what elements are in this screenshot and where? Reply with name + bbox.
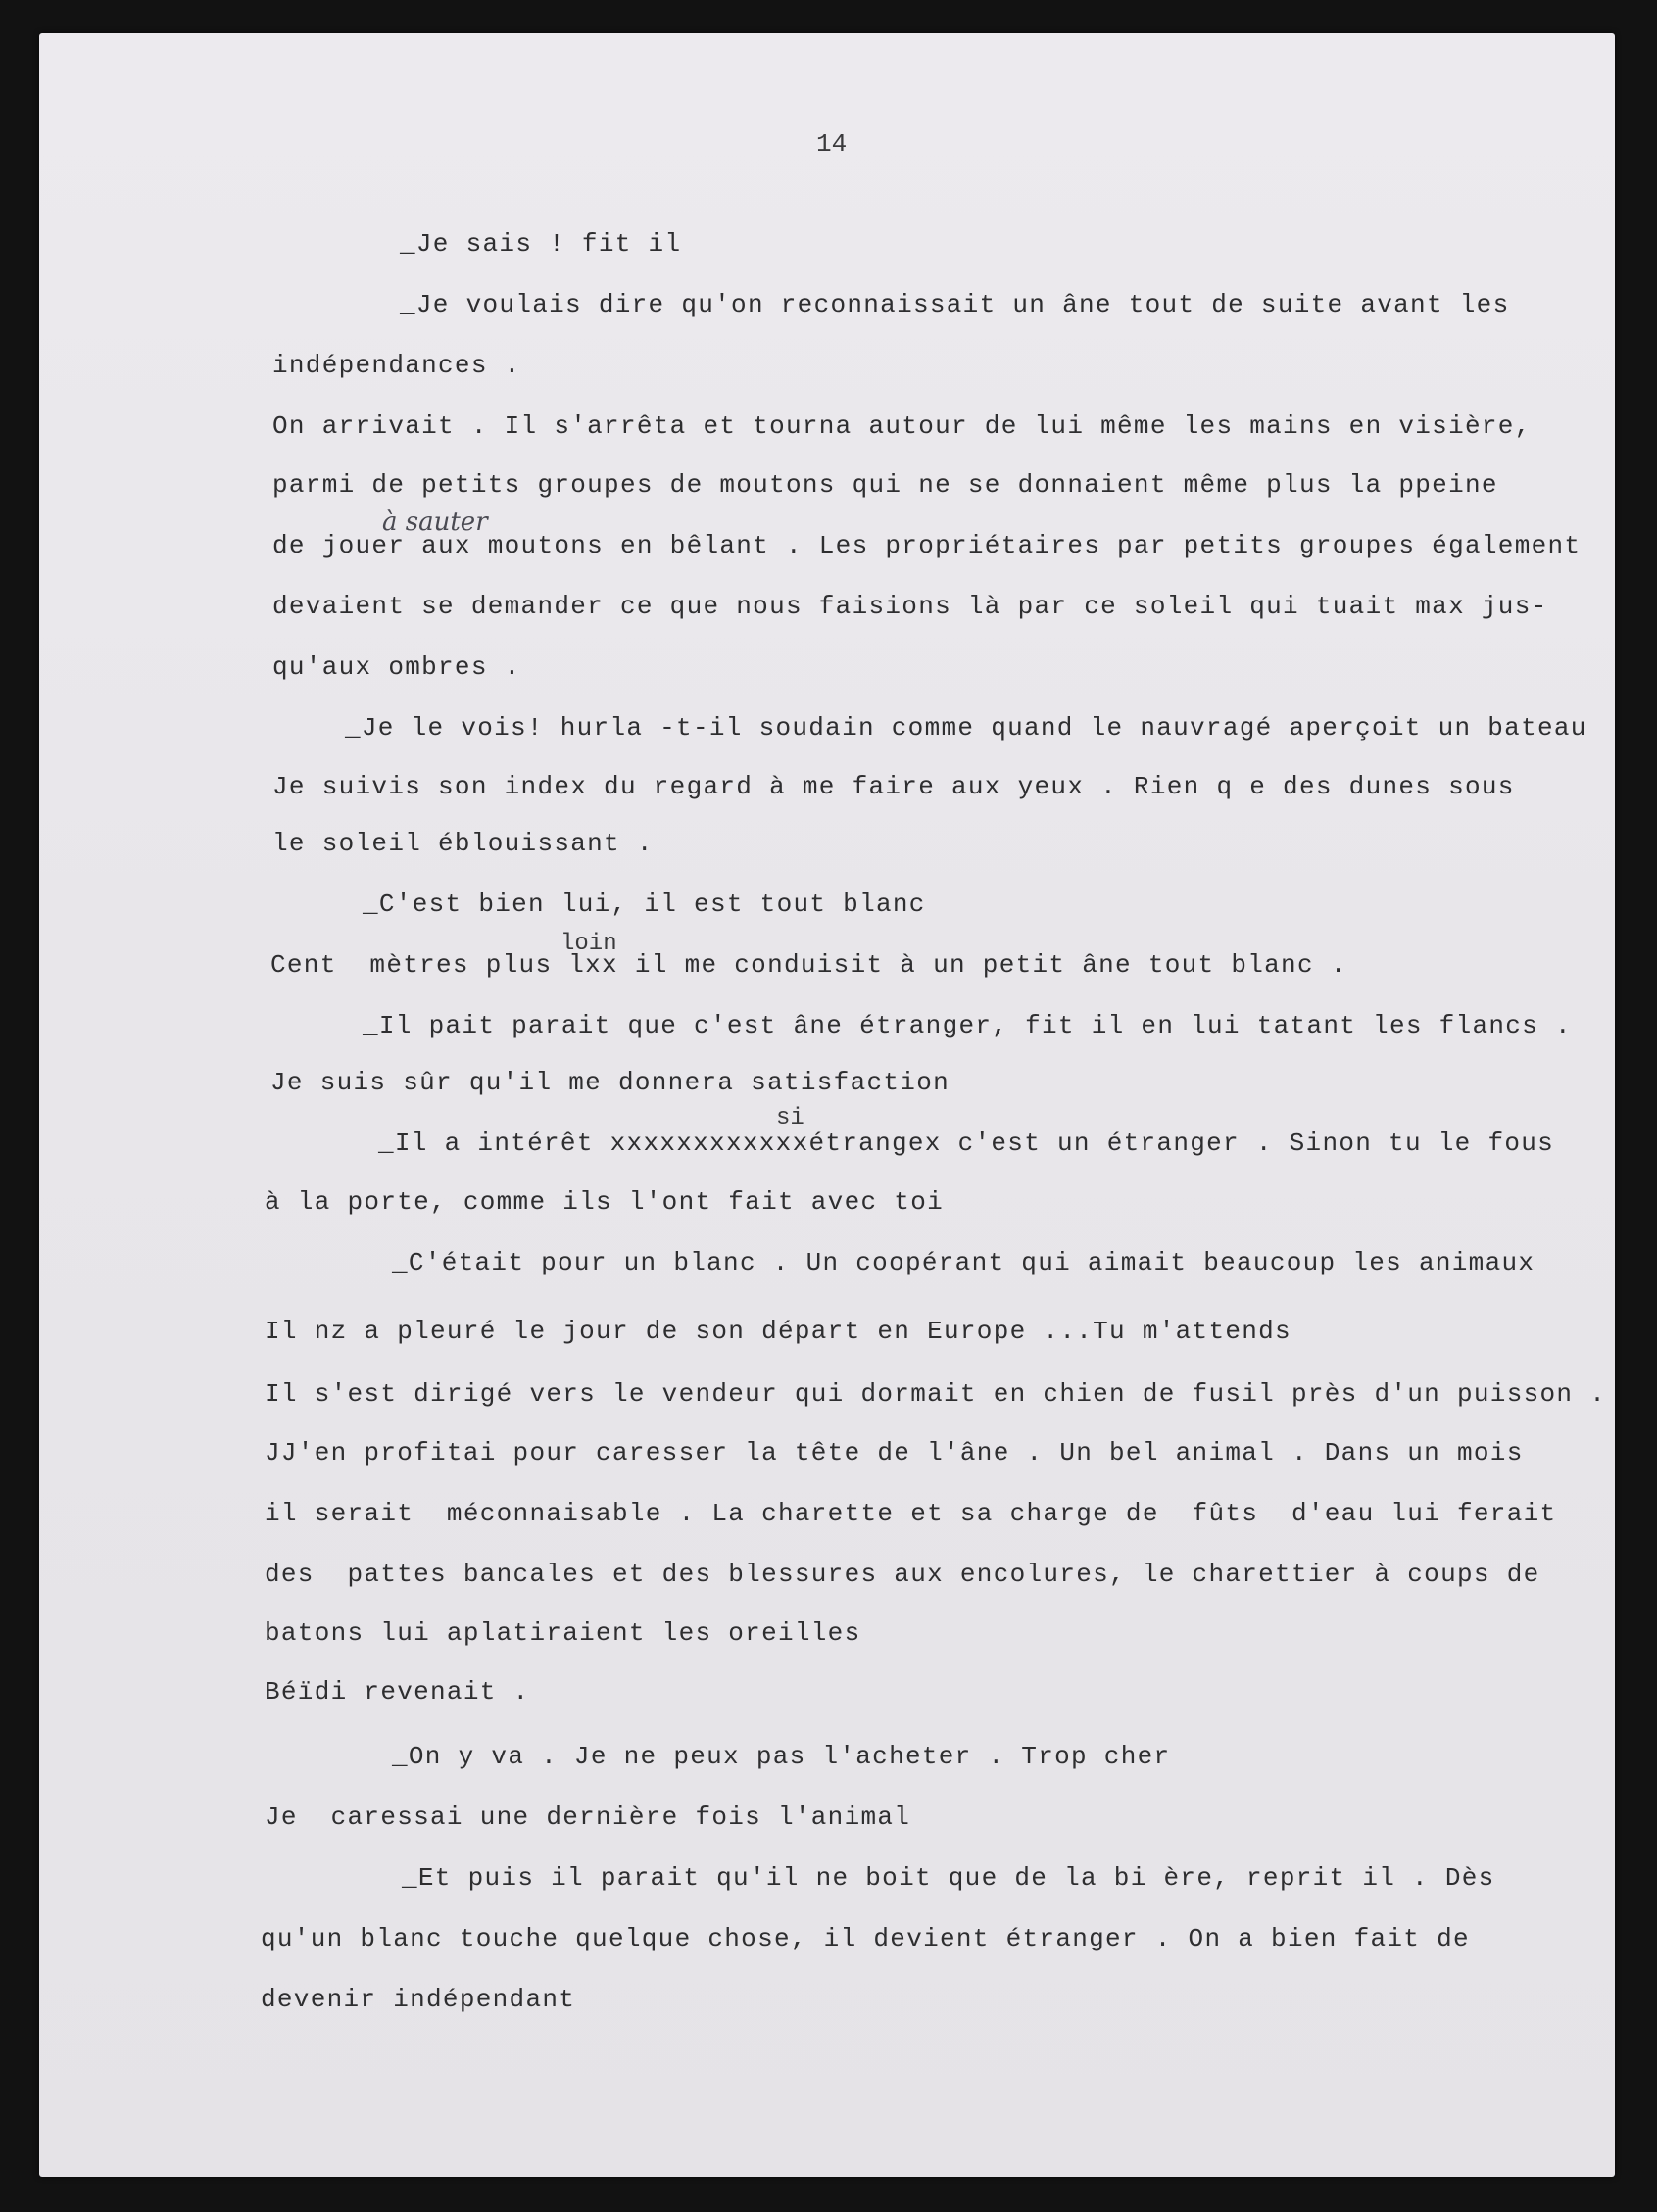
typewritten-page bbox=[39, 33, 1615, 2177]
text-line: _C'était pour un blanc . Un coopérant qui aimait beaucoup les animaux bbox=[392, 1248, 1535, 1277]
text-line: Je suis sûr qu'il me donnera satisfaction bbox=[270, 1068, 950, 1097]
text-line: parmi de petits groupes de moutons qui ne se donnaient même plus la ppeine bbox=[272, 470, 1498, 500]
typed-insert-si: si bbox=[776, 1105, 804, 1131]
text-line: _On y va . Je ne peux pas l'acheter . Trop cher bbox=[392, 1742, 1171, 1771]
text-line: il serait méconnaisable . La charette et sa charge de fûts d'eau lui ferait bbox=[265, 1499, 1557, 1528]
text-line: _Il a intérêt xxxxxxxxxxxxétrangex c'est un étranger . Sinon tu le fous bbox=[378, 1129, 1555, 1158]
text-line: des pattes bancales et des blessures aux encolures, le charettier à coups de bbox=[265, 1560, 1540, 1589]
text-line: Cent mètres plus lxx il me conduisit à un petit âne tout blanc . bbox=[270, 950, 1347, 980]
text-line: _Je voulais dire qu'on reconnaissait un âne tout de suite avant les bbox=[400, 290, 1510, 319]
text-line: batons lui aplatiraient les oreilles bbox=[265, 1618, 861, 1648]
text-line: Je suivis son index du regard à me faire aux yeux . Rien q e des dunes sous bbox=[272, 772, 1515, 801]
text-line: Je caressai une dernière fois l'animal bbox=[265, 1803, 911, 1832]
text-line: _Je le vois! hurla -t-il soudain comme quand le nauvragé aperçoit un bateau bbox=[345, 713, 1587, 743]
text-line: devenir indépendant bbox=[261, 1985, 576, 2014]
typed-insert-loin: loin bbox=[560, 931, 617, 957]
text-line: On arrivait . Il s'arrêta et tourna autour de lui même les mains en visière, bbox=[272, 411, 1532, 441]
text-line: qu'aux ombres . bbox=[272, 652, 521, 682]
text-line: à la porte, comme ils l'ont fait avec toi bbox=[265, 1187, 945, 1217]
text-line: Il nz a pleuré le jour de son départ en Europe ...Tu m'attends bbox=[265, 1317, 1291, 1346]
text-line: Il s'est dirigé vers le vendeur qui dormait en chien de fusil près d'un puisson . bbox=[265, 1379, 1607, 1409]
text-line: de jouer aux moutons en bêlant . Les propriétaires par petits groupes également bbox=[272, 531, 1582, 560]
text-line: JJ'en profitai pour caresser la tête de l'âne . Un bel animal . Dans un mois bbox=[265, 1438, 1524, 1467]
text-line: _Et puis il parait qu'il ne boit que de la bi ère, reprit il . Dès bbox=[402, 1863, 1495, 1893]
text-line: _Il pait parait que c'est âne étranger, fit il en lui tatant les flancs . bbox=[363, 1011, 1572, 1040]
text-line: qu'un blanc touche quelque chose, il devient étranger . On a bien fait de bbox=[261, 1924, 1470, 1953]
handwritten-insert: à sauter bbox=[382, 507, 488, 537]
text-line: indépendances . bbox=[272, 351, 521, 380]
text-line: devaient se demander ce que nous faisions là par ce soleil qui tuait max jus- bbox=[272, 592, 1548, 621]
text-line: Béïdi revenait . bbox=[265, 1677, 530, 1707]
text-line: _C'est bien lui, il est tout blanc bbox=[363, 890, 926, 919]
text-line: le soleil éblouissant . bbox=[272, 829, 654, 858]
text-line: _Je sais ! fit il bbox=[400, 229, 682, 259]
page-number: 14 bbox=[816, 129, 848, 159]
